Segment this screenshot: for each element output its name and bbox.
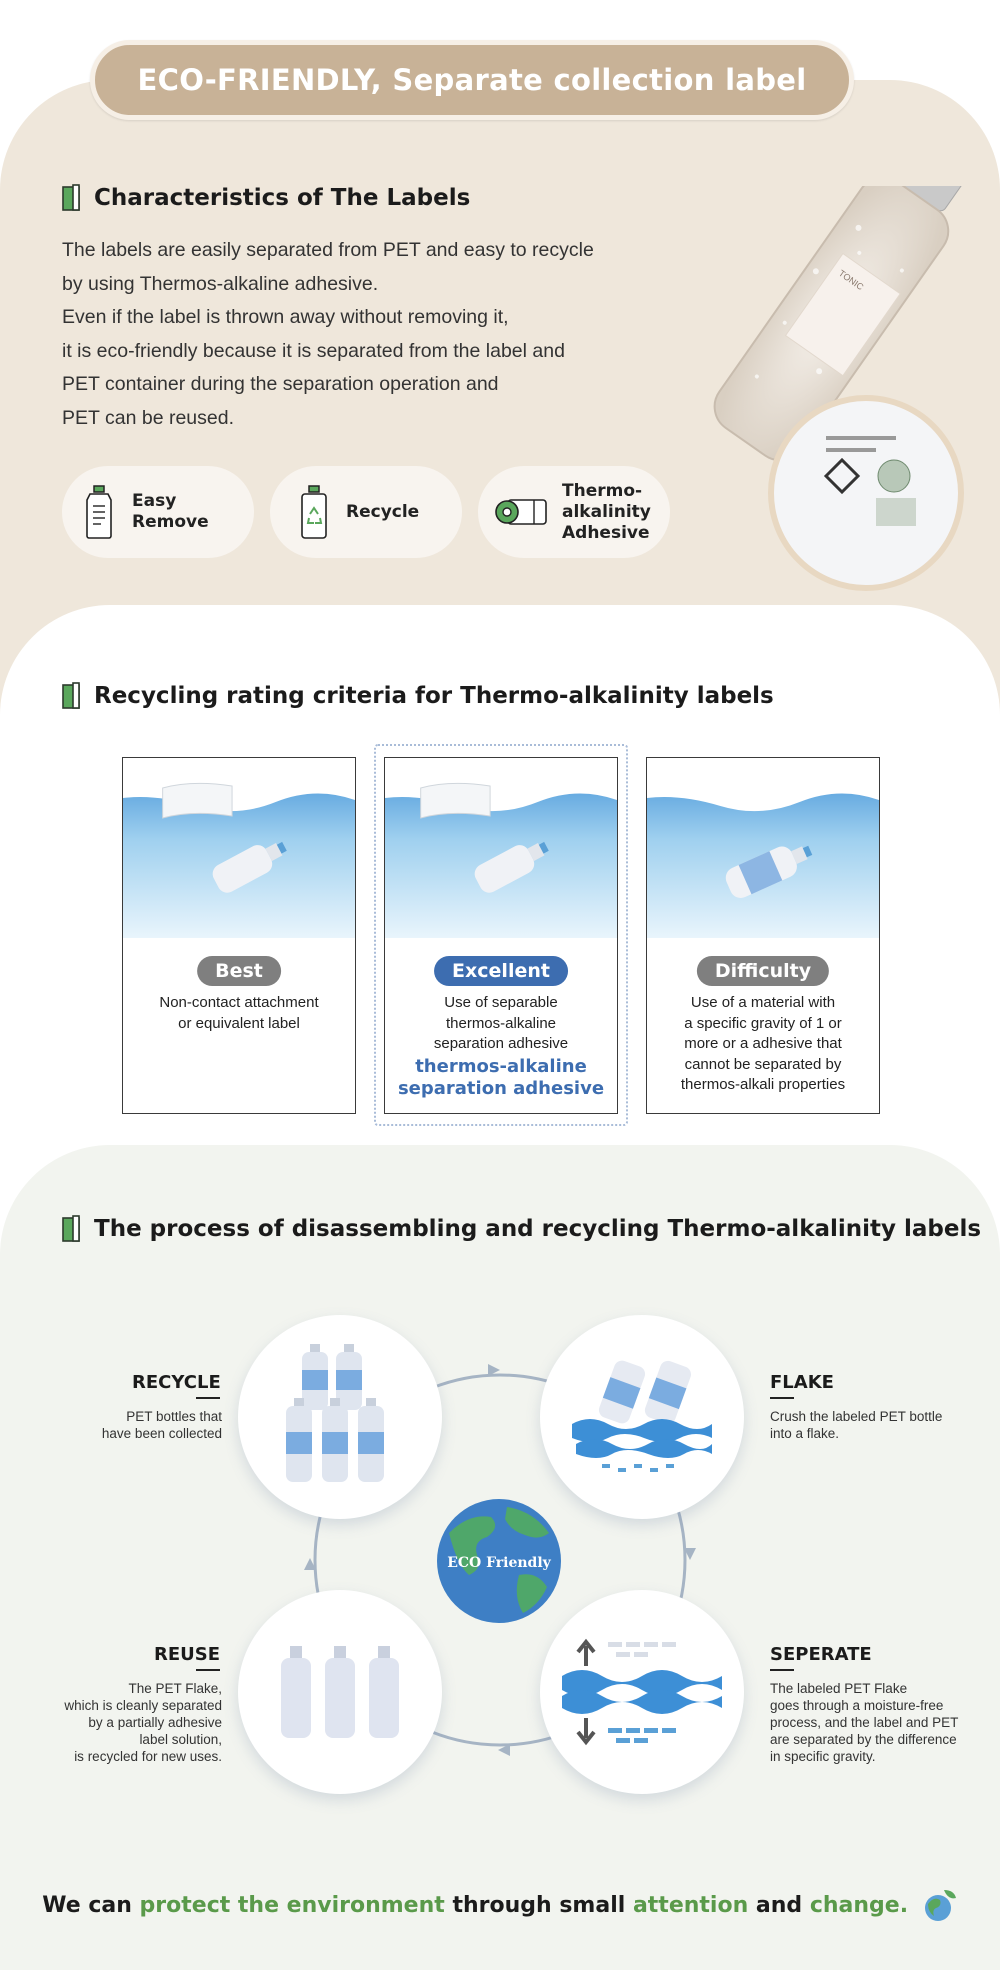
bottle-label-text: TONIC — [836, 268, 866, 293]
text-line: PET can be reused. — [62, 406, 234, 429]
divider — [196, 1397, 220, 1399]
water-illustration — [385, 758, 617, 938]
clean-bottles-icon — [275, 1642, 405, 1742]
text-line: The labels are easily separated from PET and easy to recycle — [62, 239, 594, 261]
step-reuse-title: REUSE — [154, 1644, 221, 1665]
description-line: thermos-alkaline — [445, 1014, 557, 1032]
page-title: ECO-FRIENDLY, Separate collection label — [90, 40, 854, 120]
label-icon — [62, 1215, 82, 1243]
seperate-circle — [540, 1590, 744, 1794]
step-flake-title: FLAKE — [770, 1372, 834, 1393]
crushed-bottles-icon — [572, 1352, 712, 1482]
rating-card-best — [122, 757, 356, 1114]
rating-description — [131, 993, 347, 1034]
reuse-circle — [238, 1590, 442, 1794]
process-title: The process of disassembling and recycling Thermo-alkalinity labels — [94, 1216, 982, 1242]
feature-label: Recycle — [346, 501, 420, 522]
emphasis-line: separation adhesive — [397, 1078, 605, 1099]
bottle-photo — [686, 186, 1000, 606]
description-line: a specific gravity of 1 or — [684, 1014, 842, 1032]
divider — [770, 1397, 794, 1399]
rating-description — [655, 993, 871, 1096]
water-illustration — [123, 758, 355, 938]
eco-friendly-text: ECO Friendly — [447, 1555, 551, 1571]
flake-circle — [540, 1315, 744, 1519]
emphasis-line: thermos-alkaline — [415, 1056, 587, 1077]
step-flake-text: Crush the labeled PET bottle into a flake. — [770, 1409, 943, 1441]
text-line: it is eco-friendly because it is separated from the label and — [62, 339, 565, 362]
text-line: by using Thermos-alkaline adhesive. — [62, 272, 379, 295]
label-icon — [62, 682, 82, 710]
description-line: Use of a material with — [690, 994, 836, 1011]
rating-card-difficulty — [646, 757, 880, 1114]
step-recycle-title: RECYCLE — [132, 1372, 221, 1393]
feature-adhesive — [478, 466, 670, 558]
description-line: thermos-alkali properties — [680, 1076, 846, 1093]
rating-badge: Best — [197, 956, 281, 986]
feature-recycle — [270, 466, 462, 558]
description-line: cannot be separated by — [684, 1055, 842, 1073]
characteristics-title: Characteristics of The Labels — [94, 185, 471, 211]
divider — [196, 1669, 220, 1671]
label-icon — [62, 184, 82, 212]
step-seperate-text: The labeled PET Flake goes through a moisture-free process, and the label and PET are separated by the difference in specific gravity. — [770, 1681, 959, 1764]
eco-globe-icon — [435, 1497, 563, 1625]
step-seperate-title: SEPERATE — [770, 1644, 872, 1665]
feature-label: Thermo- alkalinity Adhesive — [562, 480, 651, 543]
water-illustration — [647, 758, 879, 938]
description-line: Use of separable — [444, 994, 558, 1011]
bottles-stack-icon — [280, 1342, 400, 1492]
rating-badge: Excellent — [434, 956, 568, 986]
rating-title: Recycling rating criteria for Thermo-alkalinity labels — [94, 683, 774, 709]
step-recycle-text: PET bottles that have been collected — [101, 1409, 222, 1441]
text-line: Even if the label is thrown away without removing it, — [62, 306, 509, 328]
characteristics-heading — [62, 184, 470, 212]
step-reuse-text: The PET Flake, which is cleanly separated by a partially adhesive label solution, is recycled for new uses. — [64, 1681, 222, 1764]
rating-description — [393, 993, 609, 1055]
document-bottle-icon — [84, 484, 114, 540]
feature-easy-remove — [62, 466, 254, 558]
process-heading — [62, 1215, 981, 1243]
earth-leaf-icon — [922, 1888, 958, 1924]
separation-icon — [562, 1632, 722, 1752]
divider — [770, 1669, 794, 1671]
description-line: or equivalent label — [178, 1014, 300, 1032]
rating-emphasis — [391, 1056, 611, 1100]
description-line: more or a adhesive that — [684, 1035, 842, 1052]
footer-slogan: We can protect the environment through small attention and change. — [0, 1888, 1000, 1924]
rating-heading — [62, 682, 774, 710]
rating-badge: Difficulty — [697, 956, 829, 986]
recycle-bottle-icon — [300, 484, 328, 540]
description-line: Non-contact attachment — [159, 994, 319, 1011]
adhesive-roll-icon — [494, 494, 548, 530]
description-line: separation adhesive — [433, 1035, 569, 1052]
feature-label: Easy Remove — [132, 491, 209, 532]
rating-card-excellent — [384, 757, 618, 1114]
text-line: PET container during the separation operation and — [62, 373, 499, 395]
recycle-circle — [238, 1315, 442, 1519]
characteristics-text — [62, 234, 662, 435]
